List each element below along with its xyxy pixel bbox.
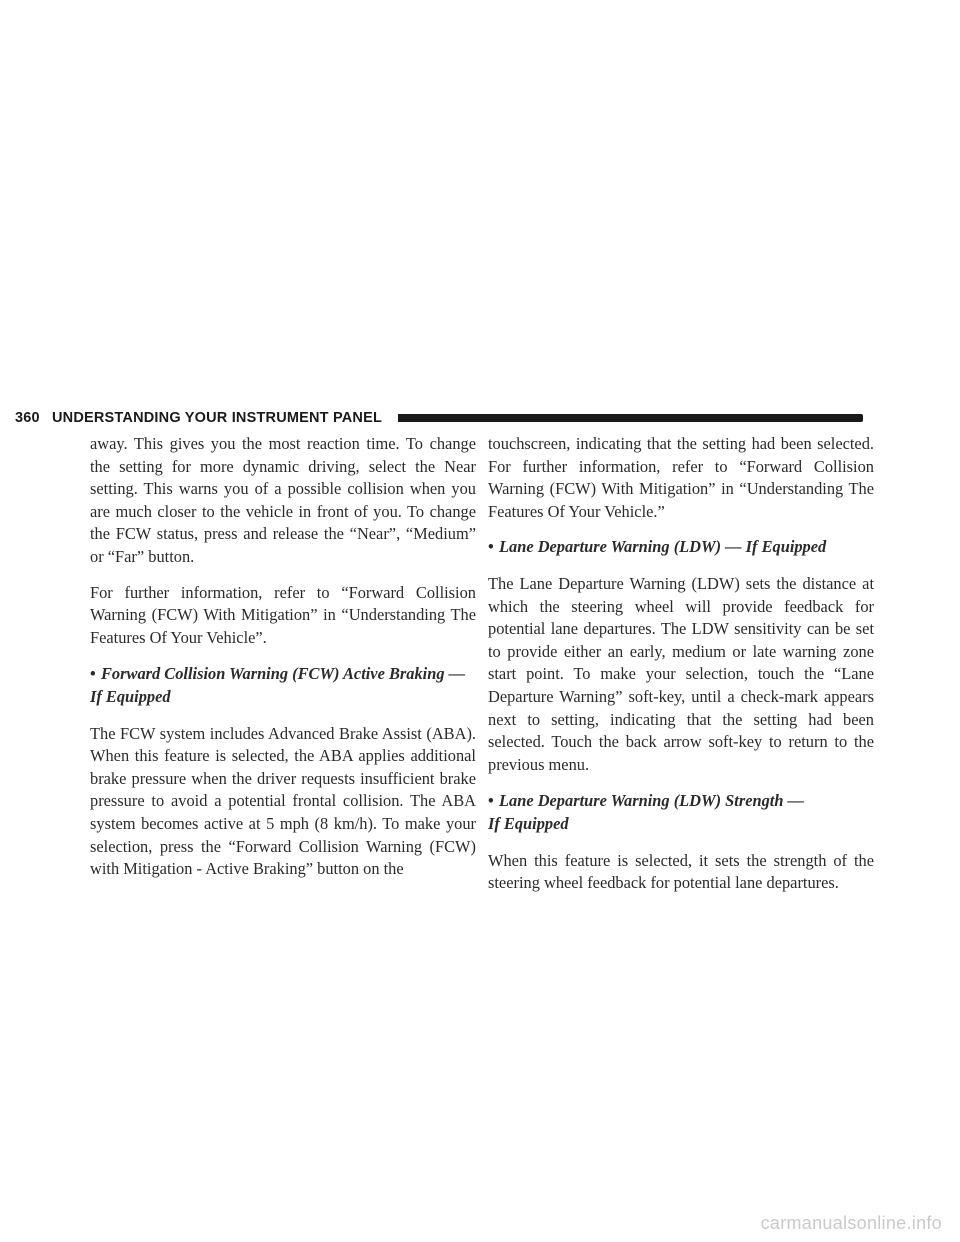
paragraph: The FCW system includes Advanced Brake Assist (ABA). When this feature is selected, the ABA applies additional brake pressure when the driver requests insufficient brake pressure to avoid a potential frontal collision. The ABA system becomes active at 5 mph (8 km/h). To make your selection, press the “Forward Collision Warning (FCW) with Mitigation - Active Braking” button on the bbox=[90, 723, 476, 879]
page-header bbox=[0, 407, 960, 427]
bullet-heading-text: Lane Departure Warning (LDW) Strength — bbox=[499, 791, 804, 811]
paragraph: away. This gives you the most reaction time. To change the setting for more dynamic driving, select the Near setting. This warns you of a possible collision when you are much closer to the vehicle in front of you. To change the FCW status, press and release the “Near”, “Medium” or “Far” button. bbox=[90, 434, 476, 566]
left-column bbox=[90, 433, 476, 895]
bullet-heading-text: If Equipped bbox=[90, 686, 171, 706]
section-title: UNDERSTANDING YOUR INSTRUMENT PANEL bbox=[52, 410, 383, 426]
bullet-icon: • bbox=[488, 537, 494, 557]
bullet-heading-text: If Equipped bbox=[488, 813, 569, 833]
watermark: carmanualsonline.info bbox=[760, 1213, 942, 1233]
bullet-icon: • bbox=[90, 664, 96, 684]
paragraph: touchscreen, indicating that the setting had been selected. For further information, refer to “Forward Collision Warning (FCW) With Mitigation” in “Understanding The Features Of Your Vehicle.” bbox=[488, 434, 874, 521]
bullet-icon: • bbox=[488, 791, 494, 811]
header-rule bbox=[398, 414, 863, 422]
paragraph: For further information, refer to “Forward Collision Warning (FCW) With Mitigation” in “Understanding The Features Of Your Vehicle”. bbox=[90, 582, 476, 647]
bullet-heading bbox=[488, 536, 874, 559]
page-number: 360 bbox=[15, 410, 40, 426]
bullet-heading bbox=[488, 790, 874, 835]
bullet-heading-text: Forward Collision Warning (FCW) Active Braking — bbox=[101, 664, 466, 684]
bullet-heading bbox=[90, 663, 476, 708]
paragraph: When this feature is selected, it sets the strength of the steering wheel feedback for potential lane departures. bbox=[488, 850, 874, 893]
right-column bbox=[488, 433, 874, 909]
paragraph: The Lane Departure Warning (LDW) sets the distance at which the steering wheel will provide feedback for potential lane departures. The LDW sensitivity can be set to provide either an early, medium or late warning zone start point. To make your selection, touch the “Lane Departure Warning” soft-key, until a check-mark appears next to setting, indicating that the setting had been selected. Touch the back arrow soft-key to return to the previous menu. bbox=[488, 573, 874, 774]
bullet-heading-text: Lane Departure Warning (LDW) — If Equipped bbox=[499, 537, 827, 557]
